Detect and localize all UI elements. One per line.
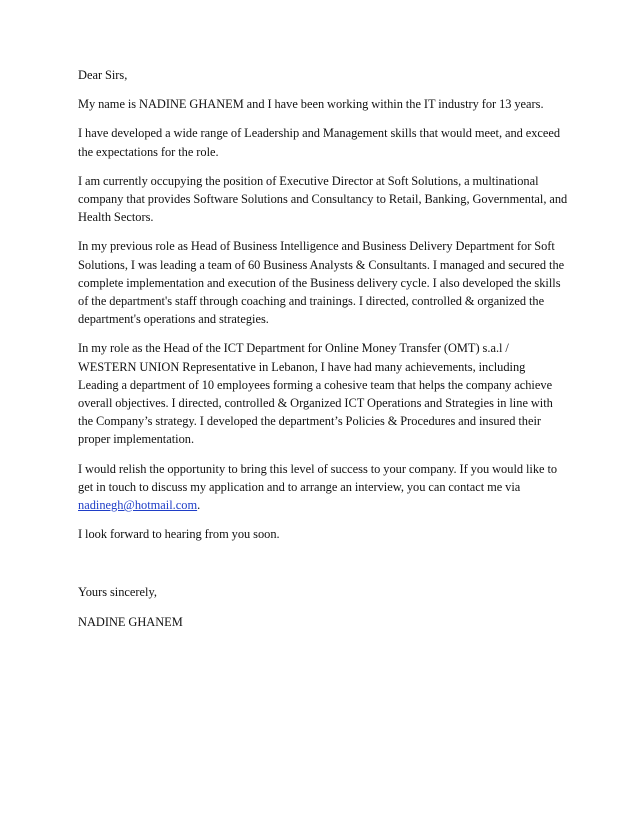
- previous-role-line: In my previous role as Head of Business Intelligence and Business Delivery Department for Soft: [78, 239, 555, 254]
- previous-role-line: department's operations and strategies.: [78, 312, 269, 327]
- salutation-text: Dear Sirs,: [78, 68, 128, 82]
- ict-role-line: In my role as the Head of the ICT Department for Online Money Transfer (OMT) s.a.l /: [78, 341, 509, 356]
- skills-paragraph: [78, 124, 561, 160]
- ict-role-line: Leading a department of 10 employees forming a cohesive team that helps the company achieve: [78, 377, 553, 392]
- signature: [78, 613, 550, 631]
- relish-line: get in touch to discuss my application and to arrange an interview, you can contact me via: [78, 479, 521, 494]
- sign-off: [78, 583, 550, 601]
- ict-role-line: proper implementation.: [78, 432, 195, 447]
- intro-paragraph: [78, 95, 550, 113]
- cover-letter: [78, 66, 568, 642]
- ict-role-paragraph: [78, 339, 553, 448]
- ict-role-line: WESTERN UNION Representative in Lebanon, I have had many achievements, including: [78, 359, 526, 374]
- previous-role-paragraph: [78, 237, 565, 328]
- ict-role-line: the Company’s strategy. I developed the department’s Policies & Procedures and insured their: [78, 414, 542, 429]
- email-link[interactable]: nadinegh@hotmail.com: [78, 498, 198, 513]
- sign-off-text: Yours sincerely,: [78, 585, 157, 600]
- current-role-paragraph: [78, 172, 568, 227]
- closing-line: I look forward to hearing from you soon.: [78, 527, 280, 542]
- email-line: [78, 496, 550, 514]
- current-role-line: company that provides Software Solutions and Consultancy to Retail, Banking, Governmental, and: [78, 192, 568, 207]
- intro-line: My name is NADINE GHANEM and I have been working within the IT industry for 13 years.: [78, 97, 544, 112]
- skills-line: the expectations for the role.: [78, 144, 219, 159]
- current-role-line: Health Sectors.: [78, 210, 154, 225]
- closing-paragraph: [78, 525, 550, 543]
- spacer: [78, 554, 550, 583]
- skills-line: I have developed a wide range of Leadership and Management skills that would meet, and exceed: [78, 126, 561, 141]
- signature-name: NADINE GHANEM: [78, 614, 183, 629]
- relish-line: I would relish the opportunity to bring this level of success to your company. If you would like to: [78, 461, 558, 476]
- ict-role-line: overall objectives. I directed, controlled & Organized ICT Operations and Strategies in line with: [78, 396, 553, 411]
- salutation: [78, 66, 550, 84]
- current-role-line: I am currently occupying the position of Executive Director at Soft Solutions, a multinational: [78, 173, 539, 188]
- previous-role-line: Solutions, I was leading a team of 60 Business Analysts & Consultants. I managed and secured the: [78, 257, 565, 272]
- email-suffix: .: [197, 498, 201, 513]
- previous-role-line: of the department's staff through coaching and trainings. I directed, controlled & organized the: [78, 294, 545, 309]
- relish-paragraph: [78, 460, 558, 515]
- previous-role-line: complete implementation and execution of the Business delivery cycle. I also developed the skills: [78, 275, 561, 290]
